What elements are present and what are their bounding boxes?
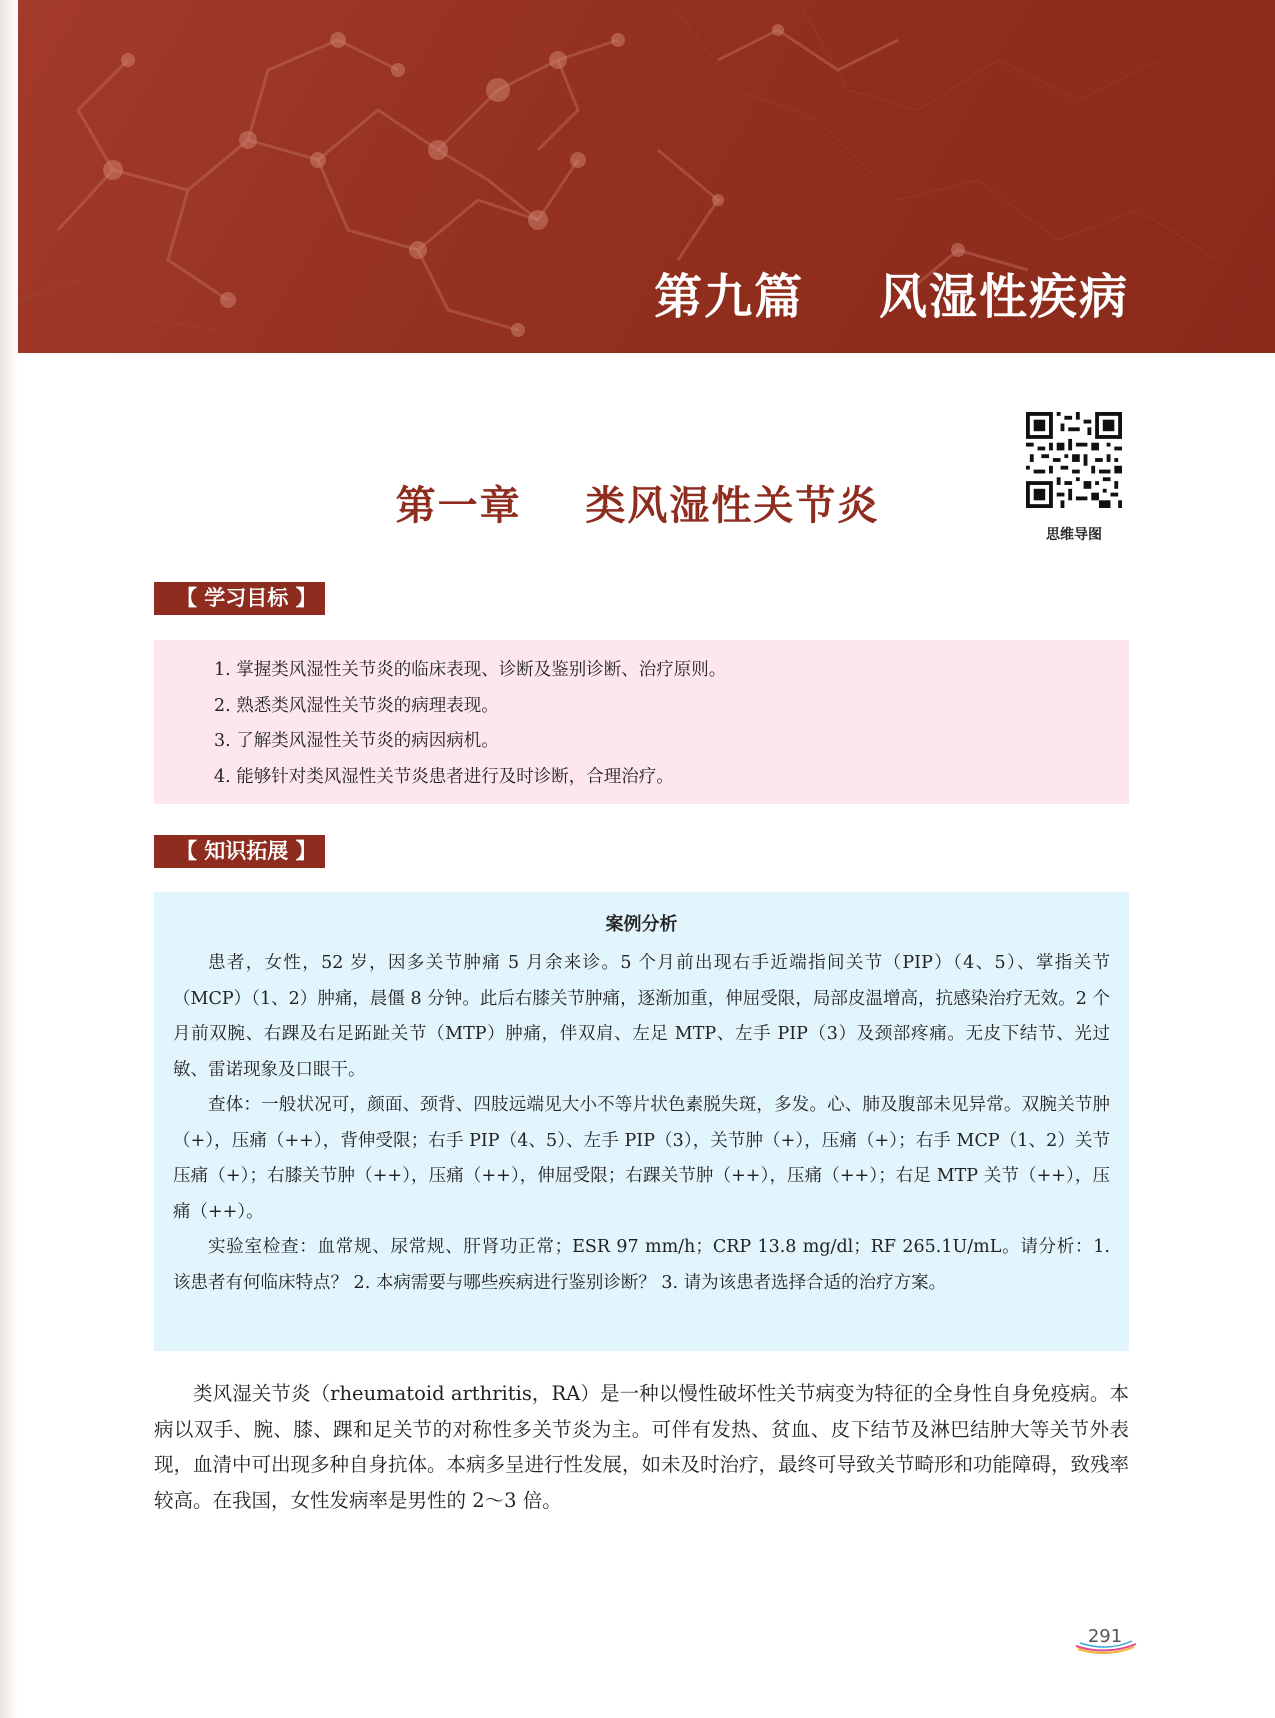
- chapter-title: 第一章 类风湿性关节炎: [395, 482, 880, 529]
- objective-item: 4. 能够针对类风湿性关节炎患者进行及时诊断，合理治疗。: [214, 766, 674, 787]
- part-banner: [18, 0, 1275, 353]
- body-paragraph: 类风湿关节炎（rheumatoid arthritis，RA）是一种以慢性破坏性关节病变为特征的全身性自身免疫病。本病以双手、腕、膝、踝和足关节的对称性多关节炎为主。可伴有发热、贫血、皮下结节及淋巴结肿大等关节外表现，血清中可出现多种自身抗体。本病多呈进行性发展，如未及时治疗，最终可导致关节畸形和功能障碍，致残率较高。在我国，女性发病率是男性的 2～3 倍。: [154, 1382, 1130, 1512]
- extension-label: 【 知识拓展 】: [154, 835, 325, 868]
- case-analysis-box: [154, 892, 1129, 1351]
- objective-item: 2. 熟悉类风湿性关节炎的病理表现。: [214, 695, 499, 716]
- page-edge: [0, 0, 18, 1718]
- objective-item: 1. 掌握类风湿性关节炎的临床表现、诊断及鉴别诊断、治疗原则。: [214, 660, 727, 680]
- part-title: 第九篇 风湿性疾病: [654, 269, 1129, 325]
- qr-caption: 思维导图: [1046, 527, 1102, 543]
- page-number: 291: [1087, 1626, 1123, 1647]
- case-title: 案例分析: [605, 914, 678, 935]
- qr-code-icon[interactable]: [1026, 412, 1122, 508]
- case-lab-paragraph: 实验室检查：血常规、尿常规、肝肾功正常；ESR 97 mm/h；CRP 13.8 mg/dl；RF 265.1U/mL。请分析：1. 该患者有何临床特点？ 2. 本病需要与哪些疾病进行鉴别诊断？ 3. 请为该患者选择合适的治疗方案。: [173, 1237, 1110, 1293]
- case-history-paragraph: 患者，女性，52 岁，因多关节肿痛 5 月余来诊。5 个月前出现右手近端指间关节（PIP）（4、5）、掌指关节（MCP）（1、2）肿痛，晨僵 8 分钟。此后右膝关节肿痛，逐渐加重，伸屈受限，局部皮温增高，抗感染治疗无效。2 个月前双腕、右踝及右足跖趾关节（MTP）肿痛，伴双肩、左足 MTP、左手 PIP（3）及颈部疼痛。无皮下结节、光过敏、雷诺现象及口眼干。: [173, 953, 1110, 1080]
- objectives-label: 【 学习目标 】: [154, 582, 325, 615]
- case-exam-paragraph: 查体：一般状况可，颜面、颈背、四肢远端见大小不等片状色素脱失斑，多发。心、肺及腹部未见异常。双腕关节肿（+），压痛（++），背伸受限；右手 PIP（4、5）、左手 PIP（3），关节肿（+），压痛（+）；右手 MCP（1、2）关节压痛（+）；右膝关节肿（++），压痛（++），伸屈受限；右踝关节肿（++），压痛（++）；右足 MTP 关节（++），压痛（++）。: [173, 1095, 1110, 1222]
- objectives-box: [154, 640, 1129, 804]
- objective-item: 3. 了解类风湿性关节炎的病因病机。: [214, 731, 499, 751]
